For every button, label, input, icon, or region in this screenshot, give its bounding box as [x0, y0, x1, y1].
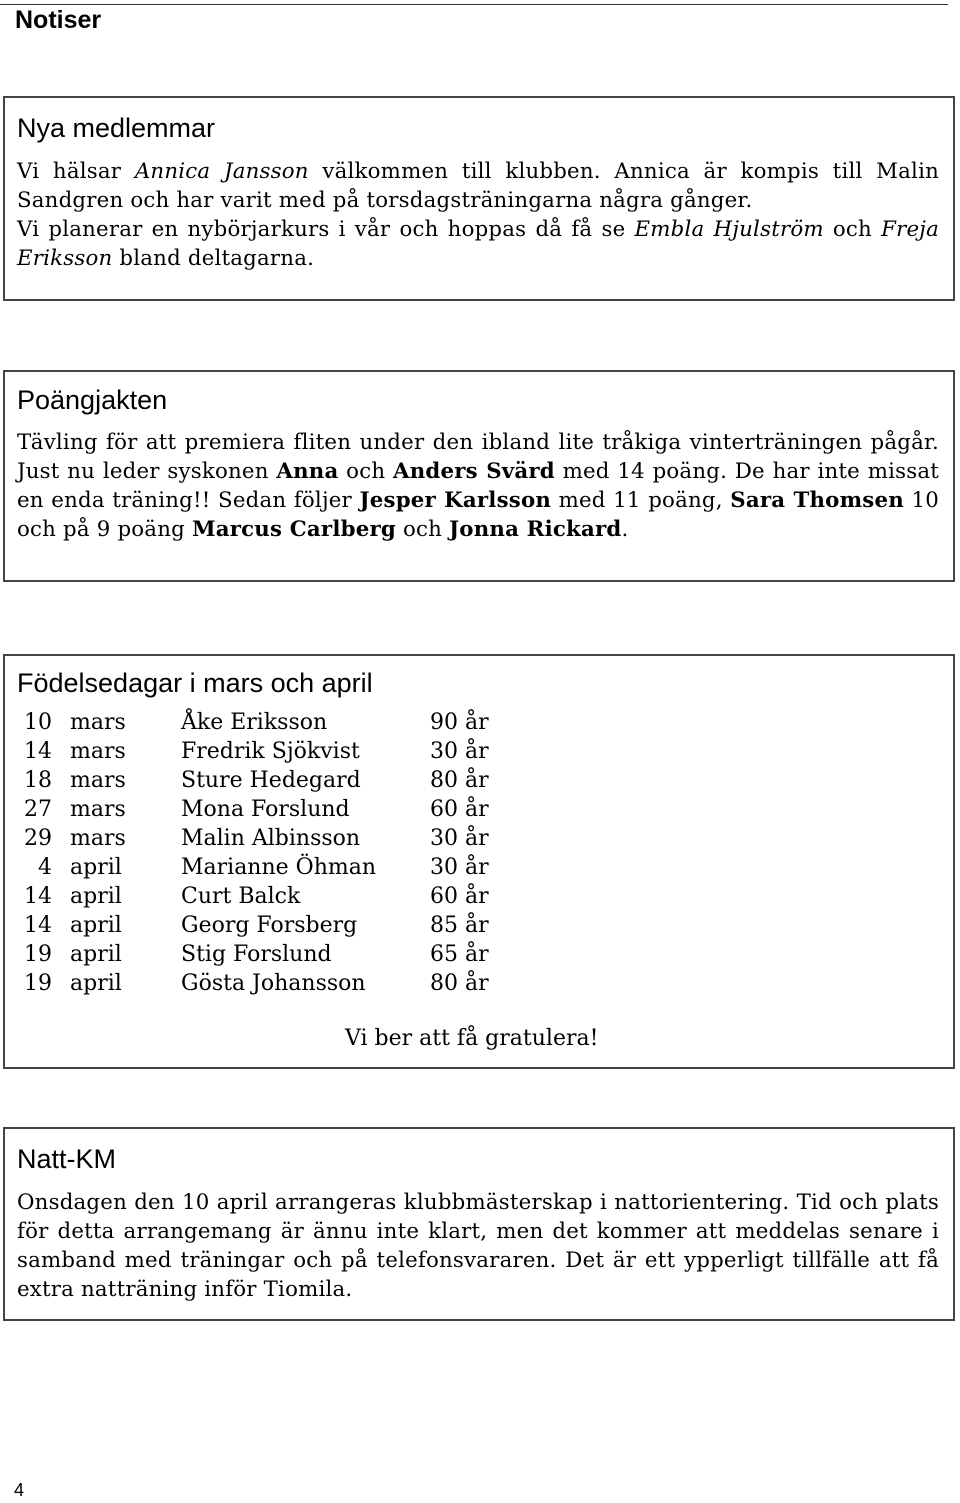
member-name: Annica Jansson — [134, 159, 309, 184]
birthday-name: Åke Eriksson — [181, 710, 328, 735]
text-run: . — [621, 517, 629, 542]
leader-name: Marcus Carlberg — [191, 517, 396, 542]
birthday-day: 14 — [24, 913, 52, 938]
leader-name: Anders Svärd — [392, 459, 555, 484]
birthday-name: Curt Balck — [181, 884, 301, 909]
birthday-name: Sture Hedegard — [181, 768, 361, 793]
text-run: Tävling för att premiera fliten under den ibland lite tråkiga vinterträningen pågår. Just nu leder syskonen — [17, 430, 939, 484]
section-body — [17, 428, 939, 544]
birthday-age: 30 år — [430, 826, 489, 851]
birthday-age: 65 år — [430, 942, 489, 967]
birthday-age: 80 år — [430, 768, 489, 793]
section-nya-medlemmar — [3, 96, 955, 301]
paragraph — [17, 157, 939, 215]
birthday-age: 80 år — [430, 971, 489, 996]
section-body — [17, 157, 939, 273]
birthday-day: 14 — [24, 884, 52, 909]
birthday-name: Fredrik Sjökvist — [181, 739, 360, 764]
birthday-month: mars — [70, 739, 126, 764]
member-name: Freja Eriksson — [17, 217, 939, 271]
leader-name: Jonna Rickard — [449, 517, 622, 542]
page-title: Notiser — [15, 6, 102, 34]
section-poangjakten — [3, 370, 955, 582]
leader-name: Anna — [276, 459, 339, 484]
birthday-month: mars — [70, 710, 126, 735]
section-heading: Födelsedagar i mars och april — [17, 668, 373, 698]
birthday-month: april — [70, 942, 122, 967]
birthday-name: Gösta Johansson — [181, 971, 366, 996]
birthday-day: 14 — [24, 739, 52, 764]
section-body: Onsdagen den 10 april arrangeras klubbmästerskap i nattorientering. Tid och plats för detta arrangemang är ännu inte klart, men det kommer att meddelas senare i samband med träningar och på telefonsvararen. Det är ett ypperligt tillfälle att få extra natträning inför Tiomila. — [17, 1190, 939, 1302]
birthday-name: Malin Albinsson — [181, 826, 361, 851]
birthday-month: april — [70, 855, 122, 880]
leader-name: Sara Thomsen — [730, 488, 904, 513]
birthday-name: Marianne Öhman — [181, 855, 377, 880]
birthday-age: 30 år — [430, 855, 489, 880]
text-run: 10 och på 9 poäng — [17, 488, 939, 542]
text-run: och — [338, 459, 393, 484]
birthday-age: 85 år — [430, 913, 489, 938]
birthday-name: Stig Forslund — [181, 942, 332, 967]
text-run: med 14 poäng. De har inte missat en enda träning!! Sedan följer — [17, 459, 940, 513]
text-run: och — [396, 517, 450, 542]
text-run: Vi hälsar — [17, 159, 135, 184]
birthday-day: 27 — [24, 797, 52, 822]
birthday-day: 19 — [24, 942, 52, 967]
text-run: och — [823, 217, 882, 242]
text-run: bland deltagarna. — [112, 246, 315, 271]
text-run: välkommen till klubben. Annica är kompis till Malin Sandgren och har varit med på torsdagsträningarna några gånger. — [17, 159, 940, 213]
congratulations-text: Vi ber att få gratulera! — [345, 1026, 599, 1051]
birthday-age: 30 år — [430, 739, 489, 764]
leader-name: Jesper Karlsson — [359, 488, 552, 513]
birthday-age: 60 år — [430, 884, 489, 909]
text-run: med 11 poäng, — [551, 488, 731, 513]
birthday-month: mars — [70, 826, 126, 851]
birthday-name: Georg Forsberg — [181, 913, 358, 938]
section-natt-km — [3, 1127, 955, 1321]
birthday-day: 19 — [24, 971, 52, 996]
birthday-month: mars — [70, 768, 126, 793]
paragraph — [17, 215, 939, 273]
birthday-day: 4 — [38, 855, 52, 880]
birthday-month: mars — [70, 797, 126, 822]
birthday-month: april — [70, 971, 122, 996]
page-number: 4 — [14, 1480, 25, 1500]
text-run: Vi planerar en nybörjarkurs i vår och hoppas då få se — [17, 217, 635, 242]
birthday-name: Mona Forslund — [181, 797, 350, 822]
section-heading: Nya medlemmar — [17, 113, 216, 143]
section-heading: Poängjakten — [17, 385, 168, 415]
birthday-month: april — [70, 913, 122, 938]
birthday-month: april — [70, 884, 122, 909]
section-heading: Natt-KM — [17, 1144, 117, 1174]
birthday-day: 18 — [24, 768, 52, 793]
birthday-age: 60 år — [430, 797, 489, 822]
header-rule — [0, 4, 948, 5]
birthday-day: 29 — [24, 826, 52, 851]
birthday-age: 90 år — [430, 710, 489, 735]
member-name: Embla Hjulström — [634, 217, 824, 242]
birthday-day: 10 — [24, 710, 52, 735]
